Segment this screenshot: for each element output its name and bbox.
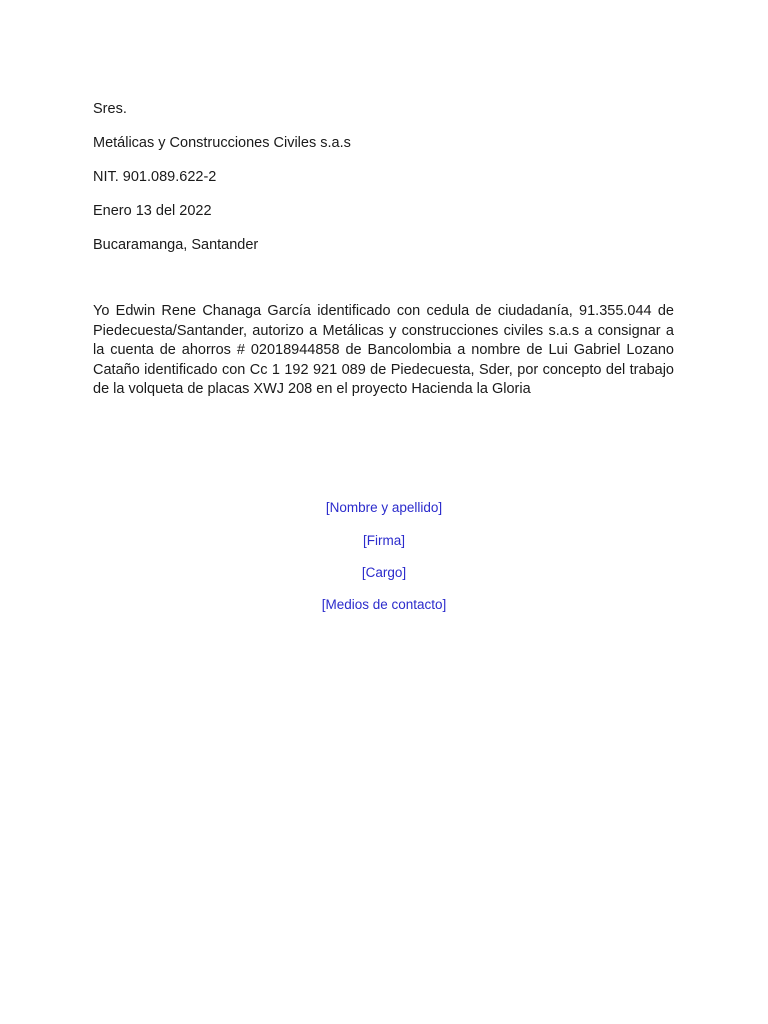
letter-location: Bucaramanga, Santander [93, 237, 259, 253]
company-nit: NIT. 901.089.622-2 [93, 169, 217, 185]
company-name: Metálicas y Construcciones Civiles s.a.s [93, 135, 351, 151]
signature-contact-placeholder: [Medios de contacto] [321, 597, 447, 612]
signature-cargo-placeholder: [Cargo] [361, 565, 407, 580]
letter-date: Enero 13 del 2022 [93, 203, 212, 219]
salutation: Sres. [93, 101, 127, 117]
signature-name-placeholder: [Nombre y apellido] [325, 500, 443, 515]
authorization-paragraph: Yo Edwin Rene Chanaga García identificado con cedula de ciudadanía, 91.355.044 de Piedecuesta/Santander, autorizo a Metálicas y construcciones civiles s.a.s a consignar a la cuenta de ahorros # 02018944858 de Bancolombia a nombre de Lui Gabriel Lozano Cataño identificado con Cc 1 192 921 089 de Piedecuesta, Sder, por concepto del trabajo de la volqueta de placas XWJ 208 en el proyecto Hacienda la Gloria [93, 303, 674, 397]
signature-firma-placeholder: [Firma] [363, 533, 405, 548]
